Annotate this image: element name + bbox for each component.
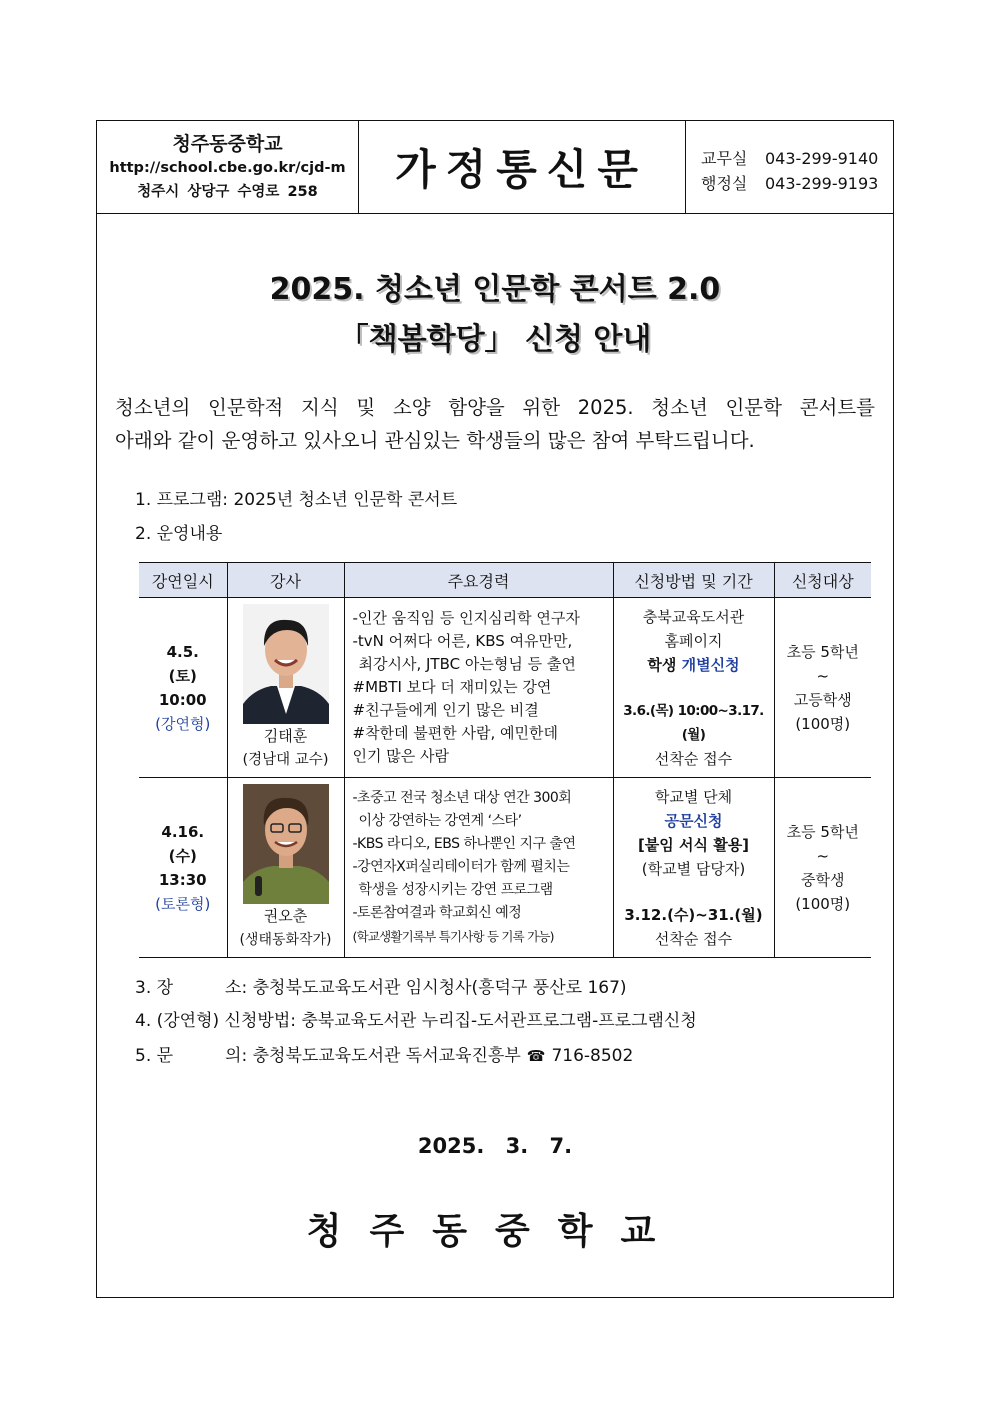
- newsletter-title-box: [358, 121, 686, 213]
- career-line: -토론참여결과 학교회신 예정: [352, 905, 522, 921]
- method-line: 충북교육도서관: [642, 607, 745, 626]
- issue-date: 2025. 3. 7.: [417, 1134, 573, 1158]
- method-line: [615, 653, 773, 677]
- lecturer-cell: [227, 778, 344, 958]
- lecturer-name: 권오춘: [263, 906, 308, 925]
- lecturer-career: [344, 778, 613, 958]
- career-line: 이상 강연하는 강연계 ‘스타’: [358, 813, 522, 829]
- column-header: 신청방법 및 기간: [613, 563, 774, 598]
- item-inquiry-prefix: 5. 문: [135, 1046, 174, 1066]
- target-audience: [774, 598, 871, 778]
- lecturer-title: (경남대 교수): [242, 751, 329, 768]
- application-period: 3.12.(수)~31.(월): [624, 905, 763, 924]
- school-name: 청주동중학교: [172, 133, 283, 155]
- school-url[interactable]: http://school.cbe.go.kr/cjd-m: [109, 160, 346, 176]
- spacer: [615, 881, 773, 903]
- target-line: 고등학생: [793, 690, 852, 709]
- method-line: 공문신청: [664, 811, 723, 830]
- item-place: [135, 973, 627, 998]
- intro-line1: 청소년의 인문학적 지식 및 소양 함양을 위한 2025. 청소년 인문학 콘서트를: [115, 396, 875, 419]
- school-info: [97, 121, 359, 213]
- method-subject: 학생: [647, 655, 682, 674]
- item-place-text: 충청북도교육도서관 임시청사(흥덕구 풍산로 167): [252, 978, 627, 998]
- target-line: (100명): [795, 714, 851, 733]
- career-line: #MBTI 보다 더 재미있는 강연: [352, 678, 552, 696]
- item-place-prefix: 3. 장: [135, 978, 174, 998]
- career-line: -강연자X퍼실리테이터가 함께 펼치는: [352, 859, 570, 875]
- target-line: 초등 5학년: [786, 642, 859, 661]
- target-line: (100명): [795, 894, 851, 913]
- lecture-time: 10:00: [158, 690, 207, 709]
- table-row: [139, 778, 871, 958]
- issuer-school: 청주동중학교: [306, 1211, 684, 1252]
- career-line: -KBS 라디오, EBS 하나뿐인 지구 출연: [352, 836, 576, 852]
- column-header: 강사: [227, 563, 344, 598]
- schedule-table: [139, 562, 871, 958]
- spacer: [615, 677, 773, 699]
- career-line: -인간 움직임 등 인지심리학 연구자: [352, 609, 580, 627]
- career-line: -초중고 전국 청소년 대상 연간 300회: [352, 790, 572, 806]
- table-row: [139, 598, 871, 778]
- application-method: [613, 778, 774, 958]
- lecture-time: 13:30: [158, 870, 207, 889]
- lecturer-photo: [243, 604, 329, 724]
- lecture-type: (강연형): [155, 714, 211, 733]
- lecturer-title: (생태동화작가): [239, 931, 332, 948]
- method-line: 학교별 단체: [654, 787, 733, 806]
- item-method: 4. (강연형) 신청방법: 충북교육도서관 누리집-도서관프로그램-프로그램신청: [135, 1011, 697, 1031]
- method-line: 홈페이지: [664, 631, 723, 650]
- item-inquiry: [135, 1041, 633, 1066]
- contact-row-office: [701, 146, 878, 169]
- lecture-date: 4.5.: [166, 642, 199, 661]
- document-frame: [96, 120, 894, 1298]
- lecture-day: (수): [168, 846, 197, 865]
- lecturer-cell: [227, 598, 344, 778]
- column-header: 강연일시: [139, 563, 227, 598]
- lecturer-photo: [243, 784, 329, 904]
- contact-phone: 043-299-9193: [765, 174, 879, 193]
- target-line: 초등 5학년: [786, 822, 859, 841]
- target-line: ~: [816, 846, 830, 865]
- contact-phone: 043-299-9140: [765, 149, 879, 168]
- table-header-row: [139, 563, 871, 598]
- target-line: ~: [816, 666, 830, 685]
- newsletter-title: 가정통신문: [395, 145, 648, 194]
- contact-label: 교무실: [701, 149, 748, 168]
- lecturer-career: [344, 598, 613, 778]
- career-line: 인기 많은 사람: [352, 747, 449, 765]
- career-line: #친구들에게 인기 많은 비결: [352, 701, 539, 719]
- item-inquiry-phone: 716-8502: [551, 1046, 634, 1066]
- lecture-type: (토론형): [155, 894, 211, 913]
- item-program: 1. 프로그램: 2025년 청소년 인문학 콘서트: [135, 490, 458, 510]
- application-method: [613, 598, 774, 778]
- main-title-line2: 「책봄학당」 신청 안내: [338, 322, 652, 357]
- contact-info: [685, 121, 893, 213]
- column-header: 주요경력: [344, 563, 613, 598]
- contact-label: 행정실: [701, 174, 748, 193]
- target-audience: [774, 778, 871, 958]
- period-note: 선착순 접수: [654, 749, 733, 768]
- letter-header: [97, 121, 893, 214]
- lecture-datetime: [139, 598, 227, 778]
- intro-line2: 아래와 같이 운영하고 있사오니 관심있는 학생들의 많은 참여 부탁드립니다.: [115, 429, 755, 452]
- career-line: 학생을 성장시키는 강연 프로그램: [358, 882, 553, 898]
- method-type: 개별신청: [681, 655, 740, 674]
- contact-row-admin: [701, 171, 878, 194]
- target-line: 중학생: [801, 870, 845, 889]
- item-inquiry-label: 의:: [225, 1046, 248, 1066]
- period-note: 선착순 접수: [654, 929, 733, 948]
- career-line: 최강시사, JTBC 아는형님 등 출연: [358, 655, 576, 673]
- lecture-date: 4.16.: [161, 822, 205, 841]
- column-header: 신청대상: [774, 563, 871, 598]
- method-line: [붙임 서식 활용]: [637, 835, 750, 854]
- item-place-label: 소:: [225, 978, 248, 998]
- phone-icon: ☎: [526, 1047, 546, 1065]
- school-address: 청주시 상당구 수영로 258: [137, 184, 318, 200]
- item-inquiry-text: 충청북도교육도서관 독서교육진흥부: [252, 1046, 521, 1066]
- career-line: #착한데 불편한 사람, 예민한데: [352, 724, 559, 742]
- lecture-day: (토): [168, 666, 197, 685]
- lecture-datetime: [139, 778, 227, 958]
- lecturer-name: 김태훈: [263, 726, 308, 745]
- item-operation: 2. 운영내용: [135, 524, 223, 544]
- career-line: (학교생활기록부 특기사항 등 기록 가능): [352, 929, 554, 944]
- method-line: (학교별 담당자): [641, 859, 746, 878]
- application-period: 3.6.(목) 10:00~3.17.(월): [623, 702, 764, 743]
- main-title-line1: 2025. 청소년 인문학 콘서트 2.0: [269, 272, 721, 307]
- career-line: -tvN 어쩌다 어른, KBS 여유만만,: [352, 632, 573, 650]
